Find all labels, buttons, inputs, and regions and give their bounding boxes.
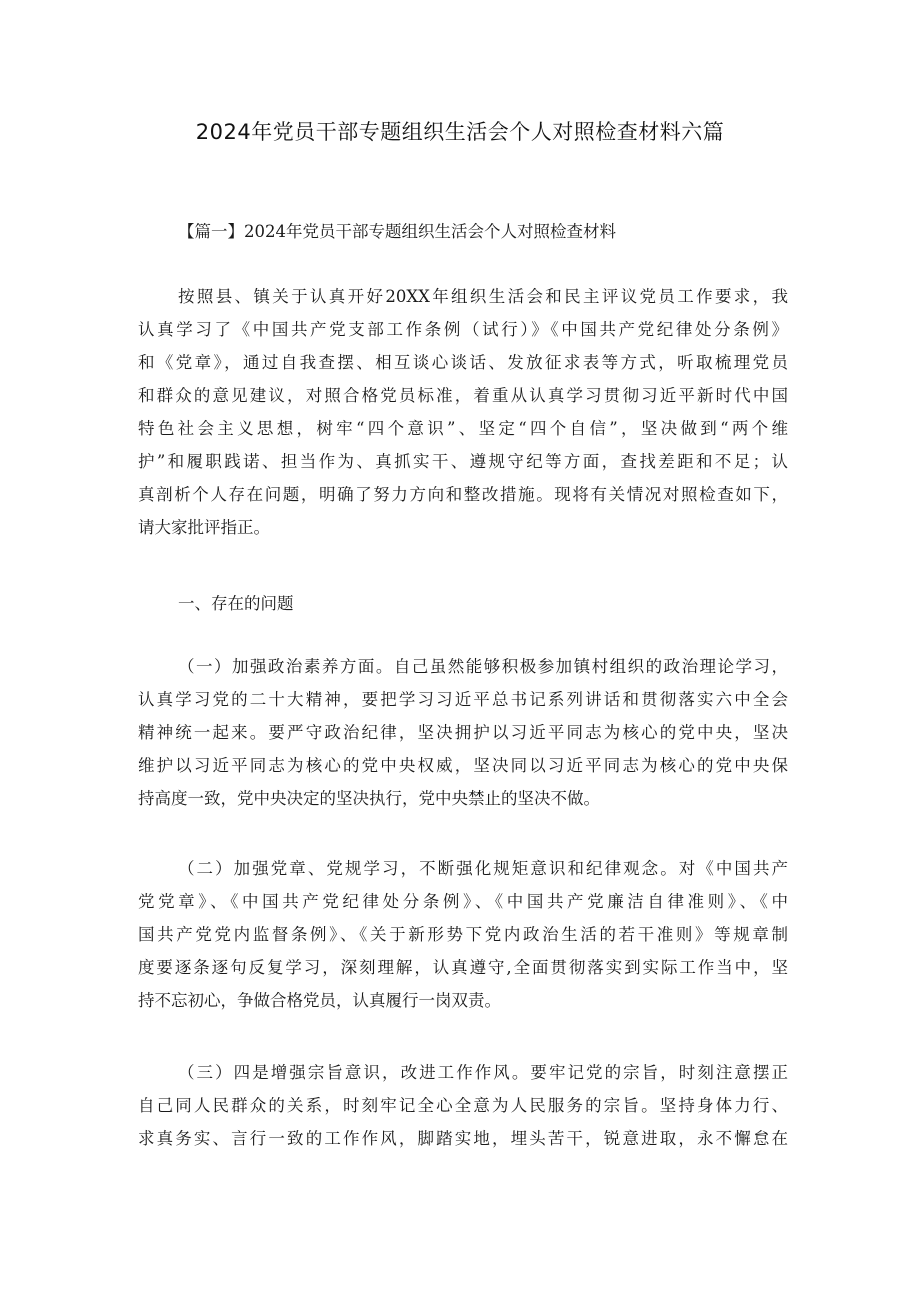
text-line: 维护以习近平同志为核心的党中央权威，坚决同以习近平同志为核心的党中央保 [138, 756, 788, 775]
paragraph-party-rules [138, 852, 788, 1017]
text-line: 求真务实、言行一致的工作作风，脚踏实地，埋头苦干，锐意进取，永不懈怠在 [138, 1129, 788, 1148]
text-line: 国共产党党内监督条例》、《关于新形势下党内政治生活的若干准则》等规章制 [138, 925, 788, 944]
paragraph-political [138, 650, 788, 815]
text-line: （三）四是增强宗旨意识，改进工作作风。要牢记党的宗旨，时刻注意摆正 [178, 1063, 788, 1082]
text-line: 特色社会主义思想，树牢“四个意识”、坚定“四个自信”，坚决做到“两个维 [138, 419, 788, 438]
text-line: 护”和履职践诺、担当作为、真抓实干、遵规守纪等方面，查找差距和不足；认 [138, 452, 788, 471]
text-line: 度要逐条逐句反复学习，深刻理解，认真遵守,全面贯彻落实到实际工作当中，坚 [138, 958, 788, 977]
text-line: 和群众的意见建议，对照合格党员标准，着重从认真学习贯彻习近平新时代中国 [138, 386, 788, 405]
text-line: 认真学习了《中国共产党支部工作条例（试行）》《中国共产党纪律处分条例》 [138, 320, 788, 339]
text-line: 请大家批评指正。 [138, 518, 270, 537]
text-line: （二）加强党章、党规学习，不断强化规矩意识和纪律观念。对《中国共产 [178, 859, 788, 878]
document-subtitle: 【篇一】2024年党员干部专题组织生活会个人对照检查材料 [178, 222, 616, 241]
text-line: 持高度一致，党中央决定的坚决执行，党中央禁止的坚决不做。 [138, 789, 600, 808]
text-line: 持不忘初心，争做合格党员，认真履行一岗双责。 [138, 991, 501, 1010]
text-line: 自己同人民群众的关系，时刻牢记全心全意为人民服务的宗旨。坚持身体力行、 [138, 1096, 788, 1115]
text-line: 精神统一起来。要严守政治纪律，坚决拥护以习近平同志为核心的党中央，坚决 [138, 723, 788, 742]
text-line: 认真学习党的二十大精神，要把学习习近平总书记系列讲话和贯彻落实六中全会 [138, 690, 788, 709]
text-line: 和《党章》，通过自我查摆、相互谈心谈话、发放征求表等方式，听取梳理党员 [138, 353, 788, 372]
section-heading: 一、存在的问题 [178, 594, 294, 613]
text-line: 按照县、镇关于认真开好20XX年组织生活会和民主评议党员工作要求，我 [178, 287, 788, 306]
intro-paragraph [138, 280, 788, 544]
text-line: 党党章》、《中国共产党纪律处分条例》、《中国共产党廉洁自律准则》、《中 [138, 892, 788, 911]
text-line: （一）加强政治素养方面。自己虽然能够积极参加镇村组织的政治理论学习， [178, 657, 788, 676]
document-title: 2024年党员干部专题组织生活会个人对照检查材料六篇 [195, 120, 725, 144]
text-line: 真剖析个人存在问题，明确了努力方向和整改措施。现将有关情况对照检查如下， [138, 485, 788, 504]
paragraph-purpose [138, 1056, 788, 1155]
